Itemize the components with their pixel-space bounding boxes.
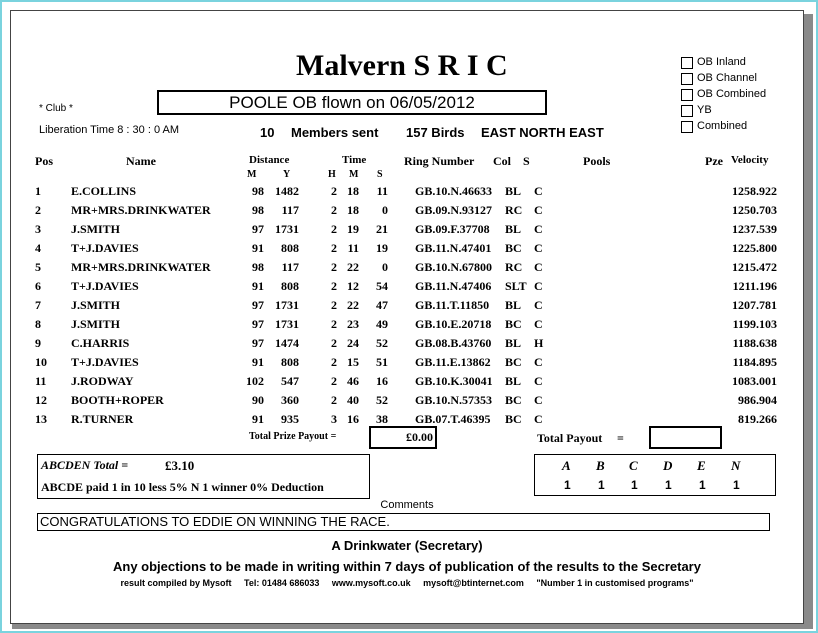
cell-miles: 98 xyxy=(252,203,264,217)
cell-velocity: 1188.638 xyxy=(732,336,777,350)
cell-pos: 3 xyxy=(35,222,41,236)
cell-yards: 1482 xyxy=(275,184,299,198)
cell-ring: GB.10.N.46633 xyxy=(415,184,493,198)
cell-yards: 808 xyxy=(281,355,299,369)
col-time-header: Time xyxy=(342,154,367,166)
cell-ring: GB.08.B.43760 xyxy=(415,336,492,350)
compiled-by-footer: result compiled by Mysoft Tel: 01484 686033 www.mysoft.co.uk mysoft@btinternet.com "Number 1 in customised programs" xyxy=(120,578,694,588)
cell-name: T+J.DAVIES xyxy=(71,241,139,255)
cell-seconds: 47 xyxy=(376,298,388,312)
cell-velocity: 1237.539 xyxy=(732,222,777,236)
cell-velocity: 1258.922 xyxy=(732,184,777,198)
cell-hours: 2 xyxy=(331,241,337,255)
checkbox-yb[interactable] xyxy=(681,105,693,117)
option-label: OB Inland xyxy=(697,56,746,68)
cell-sex: C xyxy=(534,241,543,255)
abcden-box xyxy=(37,454,370,499)
cell-miles: 91 xyxy=(252,355,264,369)
cell-miles: 98 xyxy=(252,184,264,198)
col-velocity-header: Velocity xyxy=(731,154,769,166)
cell-sex: C xyxy=(534,298,543,312)
cell-seconds: 19 xyxy=(376,241,388,255)
cell-hours: 2 xyxy=(331,279,337,293)
cell-colour: RC xyxy=(505,203,523,217)
cell-minutes: 18 xyxy=(347,203,359,217)
cell-seconds: 0 xyxy=(382,260,388,274)
cell-seconds: 51 xyxy=(376,355,388,369)
cell-colour: BL xyxy=(505,374,522,388)
cell-velocity: 1199.103 xyxy=(732,317,777,331)
members-label: Members sent xyxy=(291,125,379,140)
cell-name: MR+MRS.DRINKWATER xyxy=(71,203,211,217)
option-label: YB xyxy=(697,104,712,116)
cell-velocity: 1225.800 xyxy=(732,241,777,255)
option-label: Combined xyxy=(697,120,748,132)
cell-sex: C xyxy=(534,374,543,388)
col-sex-header: S xyxy=(523,154,530,168)
cell-minutes: 24 xyxy=(347,336,359,350)
checkbox-ob-channel[interactable] xyxy=(681,73,693,85)
cell-hours: 2 xyxy=(331,222,337,236)
cell-velocity: 986.904 xyxy=(738,393,777,407)
cell-velocity: 1184.895 xyxy=(732,355,777,369)
cell-pos: 5 xyxy=(35,260,41,274)
cell-miles: 97 xyxy=(252,336,264,350)
col-name-header: Name xyxy=(126,154,156,168)
cell-name: T+J.DAVIES xyxy=(71,279,139,293)
pool-count: 1 xyxy=(564,478,571,492)
cell-colour: BC xyxy=(505,412,522,426)
cell-sex: C xyxy=(534,412,543,426)
cell-velocity: 1207.781 xyxy=(732,298,777,312)
pool-letter: B xyxy=(596,458,605,473)
birds-count: 157 Birds xyxy=(406,125,465,140)
result-sheet xyxy=(10,10,804,624)
cell-hours: 2 xyxy=(331,260,337,274)
comments-text: CONGRATULATIONS TO EDDIE ON WINNING THE RACE. xyxy=(40,514,390,529)
cell-miles: 97 xyxy=(252,317,264,331)
cell-colour: BC xyxy=(505,393,522,407)
cell-minutes: 12 xyxy=(347,279,359,293)
cell-name: J.RODWAY xyxy=(71,374,134,388)
cell-colour: BL xyxy=(505,184,522,198)
col-colour-header: Col xyxy=(493,154,511,168)
members-count: 10 xyxy=(260,125,275,140)
cell-seconds: 49 xyxy=(376,317,388,331)
col-distance-header: Distance xyxy=(249,154,290,166)
cell-minutes: 16 xyxy=(347,412,359,426)
col-prize-header: Pze xyxy=(705,154,723,168)
cell-minutes: 23 xyxy=(347,317,359,331)
cell-name: E.COLLINS xyxy=(71,184,137,198)
cell-name: MR+MRS.DRINKWATER xyxy=(71,260,211,274)
cell-miles: 91 xyxy=(252,241,264,255)
total-payout-equals: = xyxy=(617,431,624,445)
col-pos-header: Pos xyxy=(35,154,53,168)
cell-seconds: 16 xyxy=(376,374,388,388)
cell-yards: 808 xyxy=(281,241,299,255)
cell-pos: 11 xyxy=(35,374,47,388)
col-pools-header: Pools xyxy=(583,154,611,168)
total-prize-box xyxy=(369,426,437,449)
pool-letter: C xyxy=(629,458,638,473)
cell-yards: 547 xyxy=(281,374,299,388)
liberation-time: Liberation Time 8 : 30 : 0 AM xyxy=(39,124,180,136)
cell-ring: GB.09.N.93127 xyxy=(415,203,493,217)
cell-hours: 2 xyxy=(331,317,337,331)
pool-letter: A xyxy=(562,458,571,473)
cell-hours: 2 xyxy=(331,298,337,312)
club-label: * Club * xyxy=(39,103,73,114)
cell-minutes: 19 xyxy=(347,222,359,236)
checkbox-combined[interactable] xyxy=(681,121,693,133)
cell-ring: GB.11.E.13862 xyxy=(415,355,491,369)
cell-ring: GB.07.T.46395 xyxy=(415,412,491,426)
cell-sex: C xyxy=(534,279,543,293)
cell-seconds: 52 xyxy=(376,336,388,350)
cell-name: J.SMITH xyxy=(71,298,121,312)
cell-hours: 2 xyxy=(331,184,337,198)
cell-colour: SLT xyxy=(505,279,527,293)
cell-ring: GB.10.E.20718 xyxy=(415,317,492,331)
cell-yards: 935 xyxy=(281,412,299,426)
cell-pos: 12 xyxy=(35,393,47,407)
cell-pos: 13 xyxy=(35,412,47,426)
race-title-box xyxy=(157,90,547,115)
cell-velocity: 1083.001 xyxy=(732,374,777,388)
cell-name: J.SMITH xyxy=(71,317,121,331)
pool-count: 1 xyxy=(598,478,605,492)
cell-colour: BL xyxy=(505,298,522,312)
cell-hours: 2 xyxy=(331,336,337,350)
cell-seconds: 54 xyxy=(376,279,388,293)
objections-notice: Any objections to be made in writing within 7 days of publication of the results to the Secretary xyxy=(113,559,701,574)
cell-minutes: 18 xyxy=(347,184,359,198)
cell-yards: 117 xyxy=(281,260,299,274)
cell-colour: BC xyxy=(505,355,522,369)
cell-seconds: 38 xyxy=(376,412,388,426)
cell-miles: 97 xyxy=(252,298,264,312)
cell-pos: 2 xyxy=(35,203,41,217)
cell-ring: GB.10.N.57353 xyxy=(415,393,493,407)
cell-pos: 6 xyxy=(35,279,41,293)
cell-sex: H xyxy=(534,336,544,350)
cell-minutes: 15 xyxy=(347,355,359,369)
cell-minutes: 22 xyxy=(347,260,359,274)
checkbox-ob-inland[interactable] xyxy=(681,57,693,69)
cell-yards: 1731 xyxy=(275,317,299,331)
col-hours-header: H xyxy=(328,169,336,180)
cell-pos: 7 xyxy=(35,298,41,312)
col-min-header: M xyxy=(349,169,359,180)
wind-direction: EAST NORTH EAST xyxy=(481,125,604,140)
total-prize-value: £0.00 xyxy=(406,430,433,444)
col-ring-header: Ring Number xyxy=(404,154,475,168)
cell-seconds: 11 xyxy=(376,184,388,198)
cell-minutes: 22 xyxy=(347,298,359,312)
cell-miles: 98 xyxy=(252,260,264,274)
cell-pos: 10 xyxy=(35,355,47,369)
cell-yards: 1474 xyxy=(275,336,299,350)
col-miles-header: M xyxy=(247,169,257,180)
cell-colour: BL xyxy=(505,222,522,236)
page-title: Malvern S R I C xyxy=(296,49,508,82)
cell-yards: 117 xyxy=(281,203,299,217)
cell-sex: C xyxy=(534,203,543,217)
pool-count: 1 xyxy=(733,478,740,492)
cell-ring: GB.10.N.67800 xyxy=(415,260,493,274)
cell-hours: 2 xyxy=(331,393,337,407)
pool-summary-box xyxy=(534,454,776,496)
cell-colour: BC xyxy=(505,241,522,255)
col-sec-header: S xyxy=(377,169,383,180)
cell-name: T+J.DAVIES xyxy=(71,355,139,369)
cell-hours: 2 xyxy=(331,374,337,388)
pool-letter: N xyxy=(731,458,741,473)
cell-name: R.TURNER xyxy=(71,412,134,426)
cell-yards: 360 xyxy=(281,393,299,407)
cell-sex: C xyxy=(534,355,543,369)
cell-pos: 1 xyxy=(35,184,41,198)
cell-pos: 8 xyxy=(35,317,41,331)
cell-colour: BL xyxy=(505,336,522,350)
cell-miles: 97 xyxy=(252,222,264,236)
cell-miles: 102 xyxy=(246,374,264,388)
col-yards-header: Y xyxy=(283,169,291,180)
cell-minutes: 46 xyxy=(347,374,359,388)
cell-pos: 9 xyxy=(35,336,41,350)
pool-letter: E xyxy=(697,458,706,473)
cell-velocity: 1250.703 xyxy=(732,203,777,217)
comments-box xyxy=(37,513,770,531)
cell-name: J.SMITH xyxy=(71,222,121,236)
cell-hours: 2 xyxy=(331,355,337,369)
cell-seconds: 0 xyxy=(382,203,388,217)
cell-ring: GB.11.N.47406 xyxy=(415,279,492,293)
abcden-value: £3.10 xyxy=(165,458,195,473)
cell-name: BOOTH+ROPER xyxy=(71,393,164,407)
cell-miles: 91 xyxy=(252,279,264,293)
secretary: A Drinkwater (Secretary) xyxy=(331,538,483,553)
cell-minutes: 40 xyxy=(347,393,359,407)
cell-seconds: 21 xyxy=(376,222,388,236)
cell-colour: RC xyxy=(505,260,523,274)
pool-count: 1 xyxy=(699,478,706,492)
cell-name: C.HARRIS xyxy=(71,336,130,350)
pool-letter: D xyxy=(663,458,673,473)
cell-yards: 808 xyxy=(281,279,299,293)
abcden-label: ABCDEN Total = xyxy=(41,458,129,472)
abcden-note: ABCDE paid 1 in 10 less 5% N 1 winner 0% Deduction xyxy=(41,480,324,494)
cell-hours: 3 xyxy=(331,412,337,426)
cell-pos: 4 xyxy=(35,241,41,255)
total-prize-label: Total Prize Payout = xyxy=(249,431,337,442)
cell-minutes: 11 xyxy=(347,241,359,255)
cell-velocity: 1215.472 xyxy=(732,260,777,274)
cell-hours: 2 xyxy=(331,203,337,217)
page-shadow-right xyxy=(803,14,813,627)
cell-velocity: 1211.196 xyxy=(732,279,777,293)
cell-ring: GB.09.F.37708 xyxy=(415,222,490,236)
cell-velocity: 819.266 xyxy=(738,412,777,426)
race-title: POOLE OB flown on 06/05/2012 xyxy=(229,93,475,112)
cell-sex: C xyxy=(534,260,543,274)
cell-sex: C xyxy=(534,184,543,198)
cell-sex: C xyxy=(534,222,543,236)
cell-colour: BC xyxy=(505,317,522,331)
cell-ring: GB.11.N.47401 xyxy=(415,241,492,255)
cell-miles: 90 xyxy=(252,393,264,407)
cell-ring: GB.10.K.30041 xyxy=(415,374,493,388)
comments-label: Comments xyxy=(380,499,434,511)
cell-seconds: 52 xyxy=(376,393,388,407)
option-label: OB Channel xyxy=(697,72,757,84)
cell-yards: 1731 xyxy=(275,222,299,236)
total-payout-box xyxy=(649,426,722,449)
pool-count: 1 xyxy=(665,478,672,492)
cell-miles: 91 xyxy=(252,412,264,426)
cell-sex: C xyxy=(534,317,543,331)
cell-ring: GB.11.T.11850 xyxy=(415,298,490,312)
checkbox-ob-combined[interactable] xyxy=(681,89,693,101)
cell-sex: C xyxy=(534,393,543,407)
total-payout-label: Total Payout xyxy=(537,431,603,445)
pool-count: 1 xyxy=(631,478,638,492)
cell-yards: 1731 xyxy=(275,298,299,312)
option-label: OB Combined xyxy=(697,88,767,100)
